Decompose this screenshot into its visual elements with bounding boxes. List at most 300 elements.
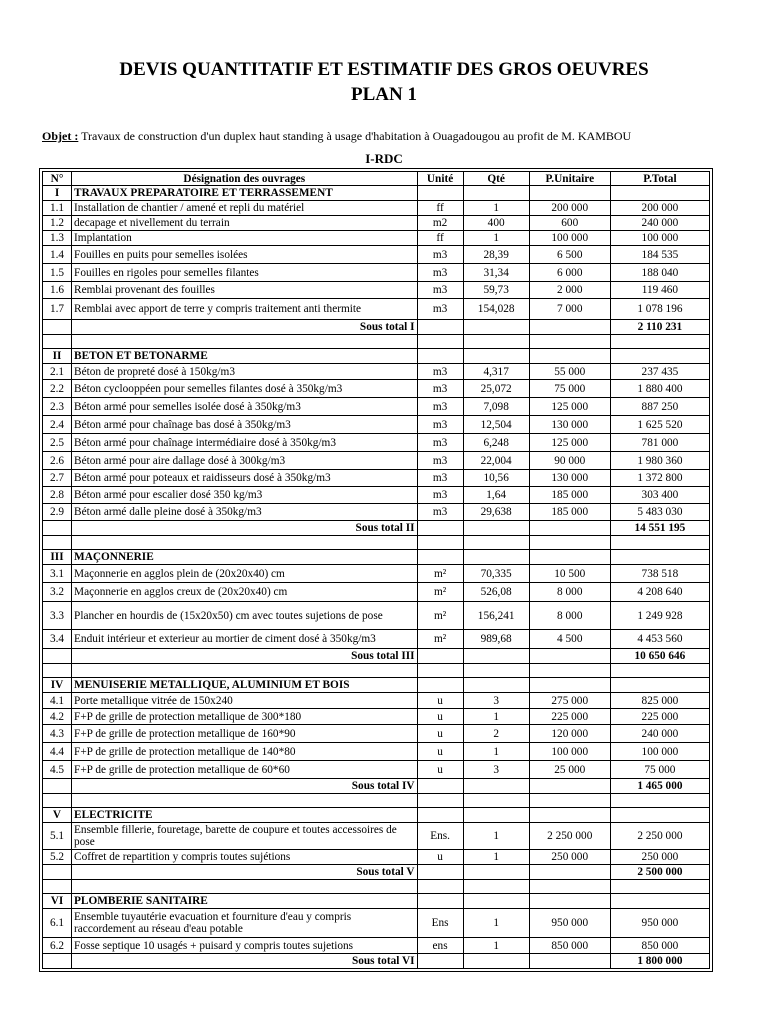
section-number: III — [43, 550, 72, 565]
empty-cell — [463, 808, 529, 823]
item-unit: m3 — [417, 398, 463, 416]
item-number: 1.4 — [43, 246, 72, 264]
empty-cell — [463, 894, 529, 909]
subtotal-value: 1 465 000 — [610, 779, 709, 794]
section-title-cell: ELECTRICITE — [72, 808, 418, 823]
item-unit: Ens — [417, 909, 463, 938]
empty-cell — [417, 954, 463, 969]
item-unit: m² — [417, 583, 463, 602]
item-number: 4.1 — [43, 693, 72, 709]
table-row — [43, 850, 710, 865]
section-title-cell: PLOMBERIE SANITAIRE — [72, 894, 418, 909]
empty-cell — [610, 349, 709, 364]
column-header-designation: Désignation des ouvrages — [72, 172, 418, 186]
item-number: 5.1 — [43, 823, 72, 850]
item-total-price: 237 435 — [610, 364, 709, 380]
item-quantity: 1 — [463, 201, 529, 216]
table-row — [43, 583, 710, 602]
item-number: 4.4 — [43, 743, 72, 761]
empty-cell — [43, 954, 72, 969]
empty-cell — [417, 794, 463, 808]
item-unit-price: 130 000 — [529, 470, 610, 487]
item-unit-price: 125 000 — [529, 398, 610, 416]
item-designation: Ensemble fillerie, fouretage, barette de coupure et toutes accessoires de pose — [72, 823, 418, 850]
item-designation: F+P de grille de protection metallique de 160*90 — [72, 725, 418, 743]
column-header-number: N° — [43, 172, 72, 186]
item-total-price: 225 000 — [610, 709, 709, 725]
empty-cell — [463, 186, 529, 201]
item-quantity: 1,64 — [463, 487, 529, 504]
table-row — [43, 264, 710, 282]
item-designation: Maçonnerie en agglos creux de (20x20x40) cm — [72, 583, 418, 602]
section-header-row — [43, 349, 710, 364]
empty-cell — [463, 320, 529, 335]
item-unit: m3 — [417, 434, 463, 452]
table-row — [43, 909, 710, 938]
item-total-price: 240 000 — [610, 216, 709, 231]
empty-cell — [529, 865, 610, 880]
item-unit-price: 185 000 — [529, 487, 610, 504]
subtotal-row — [43, 320, 710, 335]
empty-cell — [463, 664, 529, 678]
section-header-row — [43, 186, 710, 201]
estimate-table-frame — [39, 168, 713, 972]
objet-label: Objet : — [42, 129, 79, 143]
item-unit: m² — [417, 565, 463, 583]
subtotal-row — [43, 865, 710, 880]
empty-cell — [610, 536, 709, 550]
empty-cell — [529, 320, 610, 335]
item-designation: Béton armé pour chaînage intermédiaire dosé à 350kg/m3 — [72, 434, 418, 452]
subtotal-row — [43, 521, 710, 536]
empty-cell — [417, 678, 463, 693]
table-row — [43, 602, 710, 630]
item-unit-price: 75 000 — [529, 380, 610, 398]
item-total-price: 119 460 — [610, 282, 709, 299]
empty-cell — [610, 186, 709, 201]
item-designation: Béton de propreté dosé à 150kg/m3 — [72, 364, 418, 380]
empty-cell — [417, 865, 463, 880]
item-number: 1.7 — [43, 299, 72, 320]
empty-cell — [463, 550, 529, 565]
item-unit-price: 275 000 — [529, 693, 610, 709]
empty-cell — [43, 536, 72, 550]
empty-cell — [610, 678, 709, 693]
empty-cell — [463, 349, 529, 364]
item-unit-price: 8 000 — [529, 583, 610, 602]
spacer-row — [43, 335, 710, 349]
item-designation: Enduit intérieur et exterieur au mortier de ciment dosé à 350kg/m3 — [72, 630, 418, 649]
empty-cell — [72, 335, 418, 349]
item-quantity: 3 — [463, 693, 529, 709]
section-header-row — [43, 808, 710, 823]
item-total-price: 5 483 030 — [610, 504, 709, 521]
item-total-price: 738 518 — [610, 565, 709, 583]
subtotal-value: 14 551 195 — [610, 521, 709, 536]
item-number: 2.8 — [43, 487, 72, 504]
item-quantity: 1 — [463, 850, 529, 865]
item-quantity: 31,34 — [463, 264, 529, 282]
section-title: I-RDC — [365, 151, 403, 166]
item-quantity: 7,098 — [463, 398, 529, 416]
item-quantity: 1 — [463, 231, 529, 246]
item-total-price: 1 078 196 — [610, 299, 709, 320]
section-header-row — [43, 550, 710, 565]
empty-cell — [417, 808, 463, 823]
item-unit-price: 6 500 — [529, 246, 610, 264]
item-number: 1.3 — [43, 231, 72, 246]
table-row — [43, 282, 710, 299]
item-designation: Fouilles en rigoles pour semelles filantes — [72, 264, 418, 282]
table-row — [43, 693, 710, 709]
item-total-price: 1 249 928 — [610, 602, 709, 630]
table-row — [43, 416, 710, 434]
estimate-table — [42, 171, 710, 969]
empty-cell — [417, 649, 463, 664]
item-quantity: 10,56 — [463, 470, 529, 487]
empty-cell — [610, 664, 709, 678]
item-total-price: 200 000 — [610, 201, 709, 216]
item-total-price: 850 000 — [610, 938, 709, 954]
item-number: 2.7 — [43, 470, 72, 487]
section-number: I — [43, 186, 72, 201]
empty-cell — [529, 894, 610, 909]
item-quantity: 400 — [463, 216, 529, 231]
item-number: 3.2 — [43, 583, 72, 602]
item-unit-price: 55 000 — [529, 364, 610, 380]
empty-cell — [529, 808, 610, 823]
subtotal-row — [43, 779, 710, 794]
item-total-price: 188 040 — [610, 264, 709, 282]
item-quantity: 12,504 — [463, 416, 529, 434]
item-quantity: 28,39 — [463, 246, 529, 264]
subtotal-row — [43, 649, 710, 664]
item-number: 1.1 — [43, 201, 72, 216]
empty-cell — [417, 186, 463, 201]
item-number: 6.1 — [43, 909, 72, 938]
table-row — [43, 565, 710, 583]
item-unit-price: 250 000 — [529, 850, 610, 865]
item-unit-price: 600 — [529, 216, 610, 231]
item-unit-price: 950 000 — [529, 909, 610, 938]
empty-cell — [43, 649, 72, 664]
subtotal-value: 10 650 646 — [610, 649, 709, 664]
empty-cell — [610, 335, 709, 349]
column-header-unit: Unité — [417, 172, 463, 186]
item-unit: u — [417, 693, 463, 709]
item-unit-price: 850 000 — [529, 938, 610, 954]
item-quantity: 1 — [463, 909, 529, 938]
empty-cell — [610, 808, 709, 823]
empty-cell — [43, 880, 72, 894]
item-designation: F+P de grille de protection metallique de 60*60 — [72, 761, 418, 779]
item-number: 2.4 — [43, 416, 72, 434]
item-quantity: 1 — [463, 743, 529, 761]
subtotal-label: Sous total IV — [72, 779, 418, 794]
table-row — [43, 743, 710, 761]
item-number: 3.3 — [43, 602, 72, 630]
item-unit: m3 — [417, 504, 463, 521]
item-total-price: 100 000 — [610, 743, 709, 761]
empty-cell — [43, 779, 72, 794]
item-unit: u — [417, 709, 463, 725]
item-number: 2.6 — [43, 452, 72, 470]
item-designation: Béton armé pour escalier dosé 350 kg/m3 — [72, 487, 418, 504]
item-designation: Béton armé dalle pleine dosé à 350kg/m3 — [72, 504, 418, 521]
spacer-row — [43, 880, 710, 894]
subtotal-label: Sous total VI — [72, 954, 418, 969]
item-designation: decapage et nivellement du terrain — [72, 216, 418, 231]
item-number: 4.3 — [43, 725, 72, 743]
table-header-row — [43, 172, 710, 186]
empty-cell — [417, 349, 463, 364]
item-unit-price: 200 000 — [529, 201, 610, 216]
item-total-price: 184 535 — [610, 246, 709, 264]
item-designation: Béton armé pour poteaux et raidisseurs dosé à 350kg/m3 — [72, 470, 418, 487]
item-unit-price: 7 000 — [529, 299, 610, 320]
empty-cell — [529, 794, 610, 808]
empty-cell — [417, 779, 463, 794]
empty-cell — [529, 521, 610, 536]
item-total-price: 250 000 — [610, 850, 709, 865]
empty-cell — [417, 335, 463, 349]
item-number: 6.2 — [43, 938, 72, 954]
table-row — [43, 201, 710, 216]
item-number: 2.1 — [43, 364, 72, 380]
item-unit: ens — [417, 938, 463, 954]
subtotal-label: Sous total I — [72, 320, 418, 335]
item-quantity: 70,335 — [463, 565, 529, 583]
subtotal-value: 2 110 231 — [610, 320, 709, 335]
item-number: 5.2 — [43, 850, 72, 865]
empty-cell — [463, 779, 529, 794]
empty-cell — [417, 521, 463, 536]
table-row — [43, 452, 710, 470]
item-unit-price: 6 000 — [529, 264, 610, 282]
item-unit-price: 10 500 — [529, 565, 610, 583]
item-number: 1.5 — [43, 264, 72, 282]
empty-cell — [43, 521, 72, 536]
item-unit: ff — [417, 231, 463, 246]
item-total-price: 4 453 560 — [610, 630, 709, 649]
table-row — [43, 504, 710, 521]
item-designation: Béton armé pour chaînage bas dosé à 350kg/m3 — [72, 416, 418, 434]
empty-cell — [610, 794, 709, 808]
empty-cell — [417, 536, 463, 550]
empty-cell — [72, 880, 418, 894]
item-total-price: 303 400 — [610, 487, 709, 504]
item-unit: m3 — [417, 416, 463, 434]
item-unit: u — [417, 850, 463, 865]
item-unit: m3 — [417, 282, 463, 299]
item-number: 3.4 — [43, 630, 72, 649]
item-number: 3.1 — [43, 565, 72, 583]
table-row — [43, 823, 710, 850]
item-total-price: 887 250 — [610, 398, 709, 416]
table-row — [43, 487, 710, 504]
spacer-row — [43, 664, 710, 678]
item-designation: Remblai provenant des fouilles — [72, 282, 418, 299]
item-unit: m3 — [417, 364, 463, 380]
item-total-price: 75 000 — [610, 761, 709, 779]
item-unit-price: 90 000 — [529, 452, 610, 470]
item-total-price: 1 625 520 — [610, 416, 709, 434]
empty-cell — [529, 186, 610, 201]
empty-cell — [529, 678, 610, 693]
empty-cell — [463, 865, 529, 880]
table-row — [43, 364, 710, 380]
item-designation: Implantation — [72, 231, 418, 246]
item-total-price: 781 000 — [610, 434, 709, 452]
section-number: V — [43, 808, 72, 823]
empty-cell — [529, 335, 610, 349]
item-unit-price: 130 000 — [529, 416, 610, 434]
empty-cell — [529, 664, 610, 678]
empty-cell — [463, 536, 529, 550]
item-number: 1.2 — [43, 216, 72, 231]
item-total-price: 825 000 — [610, 693, 709, 709]
empty-cell — [610, 550, 709, 565]
item-designation: Béton cyclooppéen pour semelles filantes dosé à 350kg/m3 — [72, 380, 418, 398]
item-number: 2.9 — [43, 504, 72, 521]
item-designation: Fouilles en puits pour semelles isolées — [72, 246, 418, 264]
section-header-row — [43, 894, 710, 909]
item-quantity: 2 — [463, 725, 529, 743]
item-number: 1.6 — [43, 282, 72, 299]
section-header-row — [43, 678, 710, 693]
empty-cell — [529, 954, 610, 969]
table-row — [43, 761, 710, 779]
table-body — [43, 186, 710, 969]
column-header-unit-price: P.Unitaire — [529, 172, 610, 186]
subtotal-label: Sous total III — [72, 649, 418, 664]
empty-cell — [463, 954, 529, 969]
subtotal-label: Sous total V — [72, 865, 418, 880]
document-title: DEVIS QUANTITATIF ET ESTIMATIF DES GROS OEUVRES — [119, 59, 649, 80]
empty-cell — [463, 521, 529, 536]
item-unit: m² — [417, 602, 463, 630]
item-unit-price: 2 250 000 — [529, 823, 610, 850]
item-unit-price: 4 500 — [529, 630, 610, 649]
item-quantity: 29,638 — [463, 504, 529, 521]
empty-cell — [43, 664, 72, 678]
section-title-cell: MAÇONNERIE — [72, 550, 418, 565]
item-unit-price: 225 000 — [529, 709, 610, 725]
table-row — [43, 231, 710, 246]
item-designation: Ensemble tuyautérie evacuation et fourniture d'eau y compris raccordement au réseau d'eau potable — [72, 909, 418, 938]
item-unit: m3 — [417, 299, 463, 320]
item-quantity: 25,072 — [463, 380, 529, 398]
item-designation: Porte metallique vitrée de 150x240 — [72, 693, 418, 709]
document-subtitle: PLAN 1 — [351, 84, 417, 105]
item-unit: m² — [417, 630, 463, 649]
item-quantity: 1 — [463, 709, 529, 725]
section-number: VI — [43, 894, 72, 909]
item-quantity: 156,241 — [463, 602, 529, 630]
item-total-price: 240 000 — [610, 725, 709, 743]
table-row — [43, 380, 710, 398]
item-designation: Installation de chantier / amené et repli du matériel — [72, 201, 418, 216]
empty-cell — [529, 536, 610, 550]
empty-cell — [529, 349, 610, 364]
item-total-price: 1 880 400 — [610, 380, 709, 398]
empty-cell — [529, 649, 610, 664]
item-unit-price: 2 000 — [529, 282, 610, 299]
table-row — [43, 299, 710, 320]
table-row — [43, 709, 710, 725]
item-quantity: 22,004 — [463, 452, 529, 470]
empty-cell — [417, 894, 463, 909]
item-unit-price: 100 000 — [529, 231, 610, 246]
item-number: 2.2 — [43, 380, 72, 398]
item-unit-price: 25 000 — [529, 761, 610, 779]
item-total-price: 1 372 800 — [610, 470, 709, 487]
empty-cell — [417, 550, 463, 565]
item-unit: m3 — [417, 452, 463, 470]
item-designation: F+P de grille de protection metallique de 140*80 — [72, 743, 418, 761]
empty-cell — [417, 664, 463, 678]
item-designation: Béton armé pour semelles isolée dosé à 350kg/m3 — [72, 398, 418, 416]
item-quantity: 3 — [463, 761, 529, 779]
item-unit-price: 125 000 — [529, 434, 610, 452]
section-number: II — [43, 349, 72, 364]
item-quantity: 1 — [463, 823, 529, 850]
subtotal-value: 2 500 000 — [610, 865, 709, 880]
empty-cell — [43, 865, 72, 880]
table-row — [43, 216, 710, 231]
item-unit-price: 8 000 — [529, 602, 610, 630]
item-total-price: 4 208 640 — [610, 583, 709, 602]
table-row — [43, 725, 710, 743]
item-quantity: 154,028 — [463, 299, 529, 320]
item-unit: m3 — [417, 470, 463, 487]
empty-cell — [610, 880, 709, 894]
empty-cell — [463, 880, 529, 894]
subtotal-value: 1 800 000 — [610, 954, 709, 969]
empty-cell — [463, 649, 529, 664]
section-title-cell: TRAVAUX PREPARATOIRE ET TERRASSEMENT — [72, 186, 418, 201]
item-unit: u — [417, 725, 463, 743]
item-total-price: 2 250 000 — [610, 823, 709, 850]
item-number: 2.5 — [43, 434, 72, 452]
table-row — [43, 398, 710, 416]
item-quantity: 526,08 — [463, 583, 529, 602]
item-unit: m3 — [417, 246, 463, 264]
item-unit: u — [417, 761, 463, 779]
spacer-row — [43, 536, 710, 550]
table-row — [43, 630, 710, 649]
item-unit: m3 — [417, 380, 463, 398]
item-unit-price: 100 000 — [529, 743, 610, 761]
item-unit: m2 — [417, 216, 463, 231]
column-header-quantity: Qté — [463, 172, 529, 186]
item-number: 2.3 — [43, 398, 72, 416]
empty-cell — [43, 794, 72, 808]
item-designation: Maçonnerie en agglos plein de (20x20x40) cm — [72, 565, 418, 583]
item-total-price: 950 000 — [610, 909, 709, 938]
empty-cell — [529, 779, 610, 794]
empty-cell — [529, 880, 610, 894]
item-unit-price: 120 000 — [529, 725, 610, 743]
empty-cell — [529, 550, 610, 565]
column-header-total-price: P.Total — [610, 172, 709, 186]
section-number: IV — [43, 678, 72, 693]
subtotal-label: Sous total II — [72, 521, 418, 536]
empty-cell — [43, 335, 72, 349]
item-designation: Coffret de repartition y compris toutes sujétions — [72, 850, 418, 865]
section-title-cell: MENUISERIE METALLIQUE, ALUMINIUM ET BOIS — [72, 678, 418, 693]
empty-cell — [72, 664, 418, 678]
